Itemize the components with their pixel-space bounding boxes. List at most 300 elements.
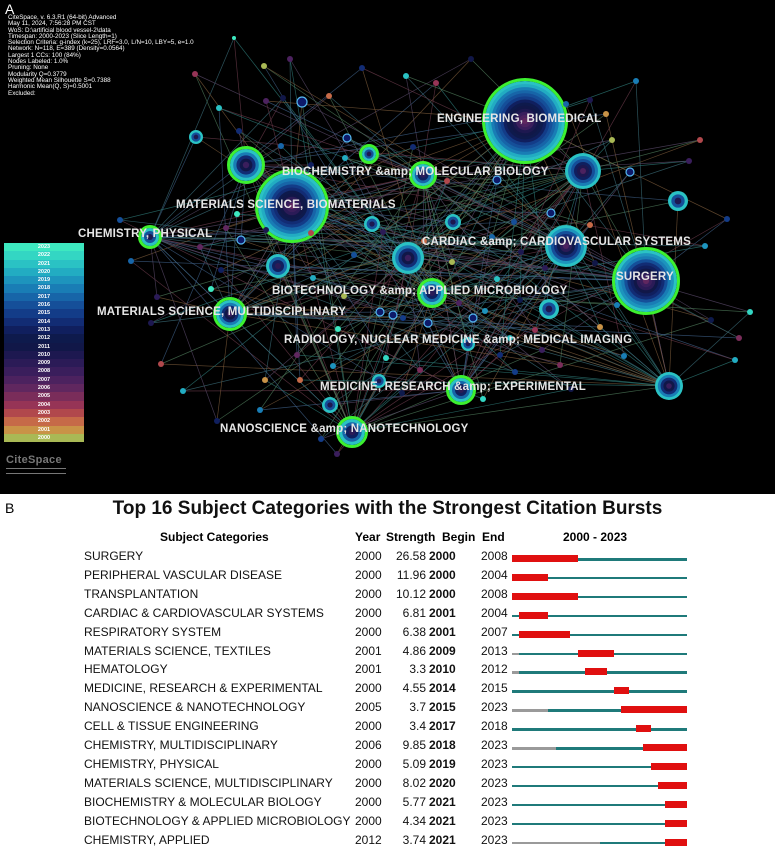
network-node[interactable]	[318, 436, 324, 442]
begin-cell: 2021	[429, 794, 456, 809]
network-node[interactable]	[364, 216, 380, 232]
node-ring	[675, 198, 682, 205]
burst-segment	[651, 763, 687, 770]
network-node[interactable]	[517, 297, 523, 303]
node-dot	[234, 211, 240, 217]
network-node[interactable]	[361, 146, 378, 163]
burst-timeline	[512, 823, 687, 826]
network-node[interactable]	[389, 311, 397, 319]
network-node-label: CARDIAC &amp; CARDIOVASCULAR SYSTEMS	[422, 236, 691, 248]
network-node[interactable]	[655, 372, 683, 400]
legend-year-2019: 2019	[4, 276, 84, 284]
node-dot	[444, 178, 450, 184]
legend-year-2008: 2008	[4, 367, 84, 375]
burst-segment	[585, 668, 607, 675]
network-node[interactable]	[609, 137, 615, 143]
node-ring	[369, 221, 374, 226]
node-ring	[275, 263, 281, 269]
network-node[interactable]	[189, 130, 203, 144]
category-cell: BIOCHEMISTRY & MOLECULAR BIOLOGY	[84, 794, 322, 809]
network-node[interactable]	[592, 260, 598, 266]
pre-publication-segment	[512, 842, 600, 845]
info-line: CiteSpace, v. 6.3.R1 (64-bit) Advanced	[8, 14, 117, 21]
node-dot	[158, 361, 164, 367]
node-dot	[609, 137, 615, 143]
category-cell: SURGERY	[84, 549, 144, 563]
node-dot	[237, 236, 245, 244]
network-node[interactable]	[330, 363, 336, 369]
legend-year-2010: 2010	[4, 351, 84, 359]
network-node[interactable]	[334, 451, 340, 457]
network-node[interactable]	[376, 308, 384, 316]
burst-segment	[658, 782, 687, 789]
network-node[interactable]	[697, 137, 703, 143]
end-cell: 2013	[481, 643, 508, 658]
strength-cell: 4.55	[402, 681, 426, 696]
network-node-label: CHEMISTRY, PHYSICAL	[78, 228, 213, 240]
network-node[interactable]	[280, 95, 286, 101]
node-dot	[208, 286, 214, 292]
node-dot	[218, 267, 224, 273]
end-cell: 2015	[481, 681, 508, 696]
network-node[interactable]	[633, 78, 639, 84]
network-node[interactable]	[417, 367, 423, 373]
node-ring	[450, 219, 455, 224]
network-node[interactable]	[380, 229, 386, 235]
burst-timeline	[512, 766, 687, 769]
network-node[interactable]	[294, 352, 300, 358]
burst-timeline	[512, 785, 687, 788]
strength-cell: 5.77	[402, 794, 426, 809]
burst-segment	[614, 687, 629, 694]
year-color-legend	[4, 243, 84, 442]
network-node[interactable]	[494, 276, 500, 282]
node-dot	[287, 56, 293, 62]
citespace-logo-underline	[6, 468, 66, 474]
node-dot	[532, 327, 538, 333]
network-node[interactable]	[392, 242, 424, 274]
header-strength: Strength	[386, 530, 436, 544]
year-cell: 2000	[355, 756, 382, 771]
network-node-label: BIOCHEMISTRY &amp; MOLECULAR BIOLOGY	[282, 166, 549, 178]
strength-cell: 3.3	[409, 662, 426, 677]
network-node[interactable]	[342, 155, 348, 161]
burst-timeline	[512, 615, 687, 618]
citespace-logo: CiteSpace	[6, 454, 62, 466]
network-node[interactable]	[310, 275, 316, 281]
node-dot	[747, 309, 753, 315]
node-dot	[456, 300, 462, 306]
node-dot	[359, 65, 365, 71]
network-node[interactable]	[148, 320, 154, 326]
node-dot	[736, 335, 742, 341]
network-node[interactable]	[262, 377, 268, 383]
header-end: End	[482, 530, 505, 544]
node-dot	[236, 128, 242, 134]
legend-year-2011: 2011	[4, 343, 84, 351]
network-node[interactable]	[261, 63, 267, 69]
begin-cell: 2000	[429, 567, 456, 582]
legend-year-2002: 2002	[4, 417, 84, 425]
category-cell: MATERIALS SCIENCE, MULTIDISCIPLINARY	[84, 775, 333, 790]
category-cell: NANOSCIENCE & NANOTECHNOLOGY	[84, 700, 306, 715]
network-node[interactable]	[603, 111, 609, 117]
network-node[interactable]	[668, 191, 688, 211]
network-node[interactable]	[263, 98, 269, 104]
end-cell: 2018	[481, 719, 508, 734]
node-dot	[342, 155, 348, 161]
end-cell: 2023	[481, 813, 508, 828]
pre-publication-segment	[512, 747, 556, 750]
legend-year-2016: 2016	[4, 301, 84, 309]
burst-segment	[636, 725, 651, 732]
network-node[interactable]	[154, 294, 160, 300]
network-node[interactable]	[287, 56, 293, 62]
node-dot	[417, 367, 423, 373]
legend-year-2014: 2014	[4, 318, 84, 326]
legend-year-2012: 2012	[4, 334, 84, 342]
network-node[interactable]	[359, 65, 365, 71]
node-ring	[243, 162, 249, 168]
network-node[interactable]	[278, 143, 284, 149]
network-node[interactable]	[216, 105, 222, 111]
network-node[interactable]	[236, 128, 242, 134]
legend-year-2023: 2023	[4, 243, 84, 251]
year-cell: 2005	[355, 700, 382, 715]
network-node[interactable]	[400, 315, 406, 321]
begin-cell: 2001	[429, 624, 456, 639]
network-node[interactable]	[229, 148, 264, 183]
network-node[interactable]	[587, 97, 593, 103]
info-line: Modularity Q=0.3779	[8, 70, 67, 78]
info-line: Network: N=118, E=389 (Density=0.0564)	[8, 45, 125, 53]
network-node-label: SURGERY	[616, 271, 674, 283]
network-node[interactable]	[223, 225, 229, 231]
node-dot	[400, 315, 406, 321]
legend-year-2005: 2005	[4, 392, 84, 400]
node-dot	[587, 222, 593, 228]
network-node[interactable]	[297, 377, 303, 383]
table-row	[0, 566, 775, 585]
network-node[interactable]	[410, 144, 416, 150]
pre-publication-segment	[512, 653, 519, 656]
network-node[interactable]	[197, 244, 203, 250]
end-cell: 2008	[481, 586, 508, 601]
network-node[interactable]	[449, 259, 455, 265]
header-begin: Begin	[442, 530, 476, 544]
node-dot	[351, 252, 357, 258]
network-node[interactable]	[445, 214, 461, 230]
node-dot	[512, 369, 518, 375]
strength-cell: 5.09	[402, 756, 426, 771]
table-row	[0, 698, 775, 717]
network-node[interactable]	[297, 97, 307, 107]
node-dot	[621, 353, 627, 359]
network-node[interactable]	[234, 211, 240, 217]
node-dot	[334, 451, 340, 457]
info-line: Selection Criteria: g-index (k=25), LRF=3.0, L/N=10, LBY=5, e=1.0	[8, 39, 194, 47]
strength-cell: 3.74	[402, 832, 426, 847]
node-dot	[587, 97, 593, 103]
network-node[interactable]	[532, 327, 538, 333]
legend-year-2006: 2006	[4, 384, 84, 392]
node-dot	[697, 137, 703, 143]
end-cell: 2023	[481, 794, 508, 809]
category-cell: MEDICINE, RESEARCH & EXPERIMENTAL	[84, 681, 323, 696]
table-row	[0, 679, 775, 698]
info-line: Pruning: None	[8, 64, 49, 72]
end-cell: 2004	[481, 605, 508, 620]
burst-segment	[665, 839, 687, 846]
network-node[interactable]	[497, 352, 503, 358]
burst-timeline	[512, 634, 687, 637]
begin-cell: 2000	[429, 586, 456, 601]
node-dot	[497, 352, 503, 358]
node-dot	[380, 229, 386, 235]
network-node[interactable]	[539, 299, 559, 319]
network-node[interactable]	[158, 361, 164, 367]
node-dot	[449, 259, 455, 265]
network-node[interactable]	[237, 236, 245, 244]
year-cell: 2001	[355, 662, 382, 677]
network-node[interactable]	[257, 407, 263, 413]
network-node[interactable]	[563, 101, 569, 107]
node-dot	[297, 377, 303, 383]
node-dot	[318, 436, 324, 442]
node-dot	[330, 363, 336, 369]
category-cell: RESPIRATORY SYSTEM	[84, 624, 222, 639]
node-ring	[367, 152, 372, 157]
node-dot	[468, 56, 474, 62]
burst-segment	[665, 801, 687, 808]
category-cell: BIOTECHNOLOGY & APPLIED MICROBIOLOGY	[84, 813, 351, 828]
table-row	[0, 623, 775, 642]
burst-timeline	[512, 577, 687, 580]
node-dot	[148, 320, 154, 326]
network-node[interactable]	[518, 249, 524, 255]
node-dot	[517, 297, 523, 303]
burst-timeline	[512, 558, 687, 561]
node-dot	[597, 324, 603, 330]
network-node[interactable]	[614, 302, 620, 308]
node-dot	[261, 63, 267, 69]
begin-cell: 2018	[429, 738, 456, 752]
table-row	[0, 547, 775, 566]
node-dot	[433, 80, 439, 86]
end-cell: 2023	[481, 832, 508, 847]
category-cell: CELL & TISSUE ENGINEERING	[84, 719, 259, 734]
network-edge	[234, 38, 246, 165]
network-node[interactable]	[547, 209, 555, 217]
node-dot	[494, 276, 500, 282]
category-cell: CHEMISTRY, PHYSICAL	[84, 756, 219, 771]
info-line: Harmonic Mean(Q, S)=0.5001	[8, 83, 93, 91]
strength-cell: 8.02	[402, 775, 426, 790]
network-node[interactable]	[542, 265, 548, 271]
year-cell: 2000	[355, 775, 382, 790]
network-node-label: MEDICINE, RESEARCH &amp; EXPERIMENTAL	[320, 381, 586, 393]
node-ring	[666, 383, 672, 389]
network-node[interactable]	[326, 93, 332, 99]
network-node[interactable]	[343, 134, 351, 142]
network-node[interactable]	[456, 300, 462, 306]
node-dot	[310, 275, 316, 281]
pre-publication-segment	[512, 709, 548, 712]
network-node[interactable]	[208, 286, 214, 292]
node-dot	[117, 217, 123, 223]
node-dot	[626, 168, 634, 176]
network-node[interactable]	[736, 335, 742, 341]
network-node[interactable]	[424, 319, 432, 327]
begin-cell: 2021	[429, 813, 456, 828]
network-node[interactable]	[702, 243, 708, 249]
burst-segment	[621, 706, 687, 713]
year-cell: 2000	[355, 624, 382, 639]
legend-year-2007: 2007	[4, 376, 84, 384]
network-node[interactable]	[724, 216, 730, 222]
node-dot	[389, 311, 397, 319]
network-node[interactable]	[482, 308, 488, 314]
network-node[interactable]	[539, 347, 545, 353]
begin-cell: 2010	[429, 662, 456, 677]
node-dot	[383, 355, 389, 361]
category-cell: HEMATOLOGY	[84, 662, 168, 677]
burst-table-title: Top 16 Subject Categories with the Strongest Citation Bursts	[112, 498, 663, 519]
node-dot	[511, 219, 517, 225]
node-dot	[294, 352, 300, 358]
network-node[interactable]	[587, 222, 593, 228]
node-dot	[216, 105, 222, 111]
network-node-label: MATERIALS SCIENCE, BIOMATERIALS	[176, 199, 396, 211]
year-cell: 2001	[355, 643, 382, 658]
node-dot	[128, 258, 134, 264]
node-ring	[580, 168, 586, 174]
info-line: Nodes Labeled: 1.0%	[8, 58, 69, 66]
burst-segment	[512, 574, 548, 581]
network-node[interactable]	[308, 230, 314, 236]
node-dot	[686, 158, 692, 164]
node-dot	[403, 73, 409, 79]
pre-publication-segment	[512, 671, 519, 674]
category-cell: CHEMISTRY, APPLIED	[84, 832, 210, 847]
network-edge	[583, 140, 700, 171]
network-node[interactable]	[335, 326, 341, 332]
burst-timeline	[512, 747, 687, 750]
network-node[interactable]	[480, 396, 486, 402]
node-dot	[603, 111, 609, 117]
category-cell: PERIPHERAL VASCULAR DISEASE	[84, 567, 283, 582]
node-dot	[482, 308, 488, 314]
legend-year-2015: 2015	[4, 309, 84, 317]
strength-cell: 9.85	[402, 738, 426, 752]
node-dot	[343, 134, 351, 142]
node-dot	[708, 317, 714, 323]
network-node[interactable]	[686, 158, 692, 164]
category-cell: CARDIAC & CARDIOVASCULAR SYSTEMS	[84, 605, 324, 620]
network-node[interactable]	[511, 219, 517, 225]
network-node[interactable]	[626, 168, 634, 176]
node-ring	[327, 402, 332, 407]
node-dot	[335, 326, 341, 332]
network-node[interactable]	[512, 369, 518, 375]
network-node[interactable]	[557, 362, 563, 368]
begin-cell: 2014	[429, 681, 456, 696]
network-node[interactable]	[708, 317, 714, 323]
node-dot	[262, 377, 268, 383]
year-cell: 2006	[355, 738, 382, 752]
info-line: Weighted Mean Silhouette S=0.7388	[8, 76, 111, 84]
network-node[interactable]	[621, 353, 627, 359]
network-node[interactable]	[117, 217, 123, 223]
network-node[interactable]	[747, 309, 753, 315]
node-dot	[410, 144, 416, 150]
network-node[interactable]	[322, 397, 338, 413]
begin-cell: 2015	[429, 700, 456, 715]
node-dot	[592, 260, 598, 266]
header-category: Subject Categories	[160, 530, 269, 544]
burst-timeline	[512, 709, 687, 712]
begin-cell: 2019	[429, 756, 456, 771]
burst-timeline	[512, 804, 687, 807]
year-cell: 2000	[355, 681, 382, 696]
node-dot	[542, 265, 548, 271]
year-cell: 2000	[355, 567, 382, 582]
end-cell: 2007	[481, 624, 508, 639]
network-node[interactable]	[266, 254, 290, 278]
node-dot	[326, 93, 332, 99]
node-dot	[424, 319, 432, 327]
network-node[interactable]	[263, 227, 269, 233]
network-node[interactable]	[128, 258, 134, 264]
table-row	[0, 660, 775, 679]
network-node[interactable]	[565, 153, 601, 189]
network-node[interactable]	[232, 36, 236, 40]
node-dot	[297, 97, 307, 107]
burst-timeline	[512, 653, 687, 656]
citespace-info	[8, 15, 194, 97]
network-node[interactable]	[597, 324, 603, 330]
network-node[interactable]	[444, 178, 450, 184]
node-dot	[480, 396, 486, 402]
network-node[interactable]	[469, 314, 477, 322]
node-dot	[614, 302, 620, 308]
network-node-label: NANOSCIENCE &amp; NANOTECHNOLOGY	[220, 423, 469, 435]
network-node[interactable]	[351, 252, 357, 258]
end-cell: 2012	[481, 662, 508, 677]
network-node[interactable]	[732, 357, 738, 363]
table-row	[0, 736, 775, 755]
network-node[interactable]	[383, 355, 389, 361]
end-cell: 2004	[481, 567, 508, 582]
network-node[interactable]	[180, 388, 186, 394]
begin-cell: 2000	[429, 549, 456, 563]
table-row	[0, 793, 775, 812]
legend-year-2022: 2022	[4, 251, 84, 259]
node-dot	[197, 244, 203, 250]
node-dot	[557, 362, 563, 368]
network-node[interactable]	[218, 267, 224, 273]
end-cell: 2023	[481, 775, 508, 790]
network-node[interactable]	[468, 56, 474, 62]
info-line: WoS: D:\artificial blood vessel-2\data	[8, 26, 111, 34]
network-node[interactable]	[433, 80, 439, 86]
burst-segment	[519, 612, 548, 619]
node-dot	[180, 388, 186, 394]
begin-cell: 2020	[429, 775, 456, 790]
node-dot	[633, 78, 639, 84]
burst-segment	[519, 631, 570, 638]
network-node[interactable]	[403, 73, 409, 79]
